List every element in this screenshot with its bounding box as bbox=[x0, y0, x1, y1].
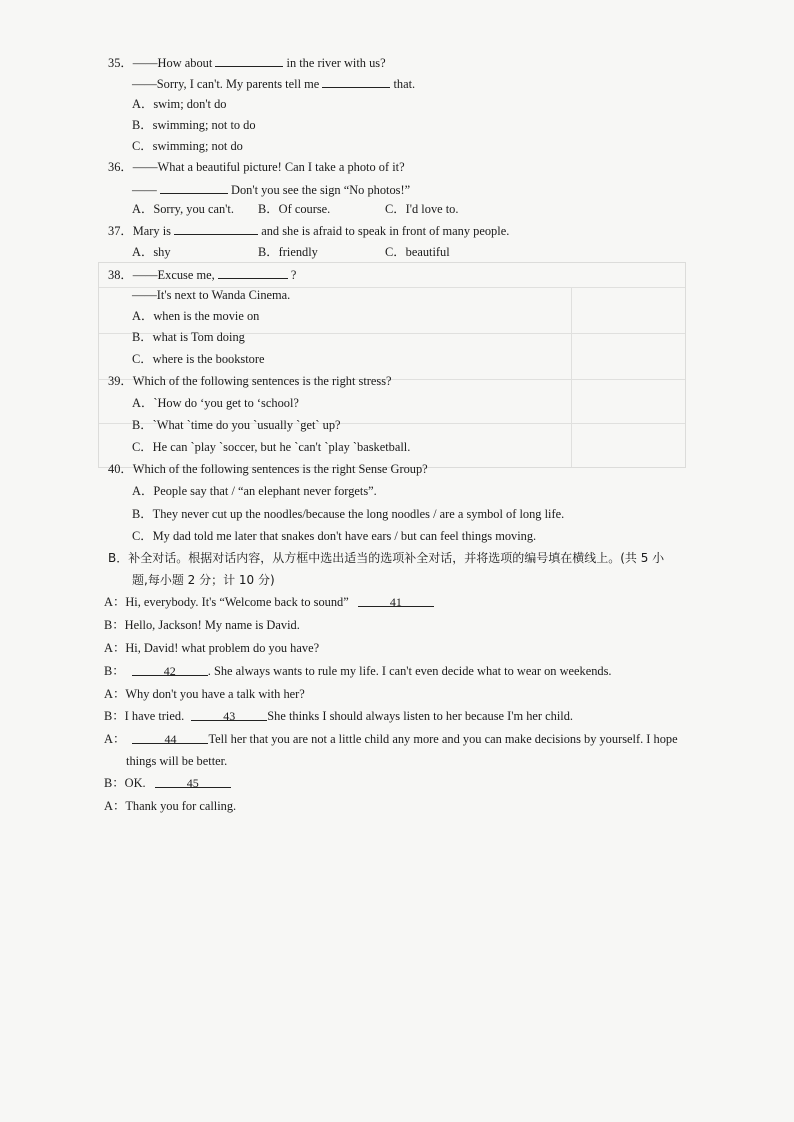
q36-reply: —— Don't you see the sign “No photos!” bbox=[132, 183, 411, 197]
q38-option-a[interactable]: A．when is the movie on bbox=[132, 309, 260, 323]
q36-option-b[interactable]: B．Of course. bbox=[258, 202, 331, 216]
q38-reply: ——It's next to Wanda Cinema. bbox=[132, 288, 291, 302]
q35-reply-blank[interactable] bbox=[322, 75, 390, 88]
q36-stem: 36．——What a beautiful picture! Can I take a photo of it? bbox=[108, 160, 405, 174]
dialogue-line: A：Thank you for calling. bbox=[104, 799, 237, 813]
dialogue-line: B：I have tried. 43 She thinks I should always listen to her because I'm her child. bbox=[104, 709, 574, 723]
q38-option-b[interactable]: B．what is Tom doing bbox=[132, 330, 245, 344]
q40-option-b[interactable]: B．They never cut up the noodles/because the long noodles / are a symbol of long life. bbox=[132, 507, 565, 521]
q37-blank[interactable] bbox=[174, 222, 258, 235]
q37-option-b[interactable]: B．friendly bbox=[258, 245, 318, 259]
q36-blank[interactable] bbox=[160, 181, 228, 194]
blank-42[interactable]: 42 bbox=[132, 663, 208, 676]
q37-option-a[interactable]: A．shy bbox=[132, 245, 171, 259]
q36-option-a[interactable]: A．Sorry, you can't. bbox=[132, 202, 234, 216]
q40-option-a[interactable]: A．People say that / “an elephant never forgets”. bbox=[132, 484, 377, 498]
dialogue-line: B： 42 . She always wants to rule my life. I can't even decide what to wear on weekends. bbox=[104, 664, 612, 678]
dialogue-line: things will be better. bbox=[126, 754, 228, 768]
blank-41[interactable]: 41 bbox=[358, 594, 434, 607]
dialogue-line: A：Hi, everybody. It's “Welcome back to sound” 41 bbox=[104, 594, 434, 610]
q35-option-c[interactable]: C．swimming; not do bbox=[132, 139, 243, 153]
q39-option-b[interactable]: B．`What `time do you `usually `get` up? bbox=[132, 418, 341, 432]
q38-option-c[interactable]: C．where is the bookstore bbox=[132, 352, 265, 366]
dialogue-line: A：Why don't you have a talk with her? bbox=[104, 687, 305, 701]
q35-option-a[interactable]: A．swim; don't do bbox=[132, 97, 227, 111]
q39-option-c[interactable]: C．He can `play `soccer, but he `can't `play `basketball. bbox=[132, 440, 411, 454]
section-b-instruction-1: B．补全对话。根据对话内容，从方框中选出适当的选项补全对话，并将选项的编号填在横线上。(共 5 小 bbox=[108, 551, 665, 565]
blank-45[interactable]: 45 bbox=[155, 775, 231, 788]
q36-option-c[interactable]: C．I'd love to. bbox=[385, 202, 459, 216]
q35-reply: ——Sorry, I can't. My parents tell me that. bbox=[132, 77, 416, 91]
q39-stem: 39．Which of the following sentences is the right stress? bbox=[108, 374, 392, 388]
blank-44[interactable]: 44 bbox=[132, 731, 208, 744]
q38-stem: 38．——Excuse me, ? bbox=[108, 268, 297, 282]
q37-option-c[interactable]: C．beautiful bbox=[385, 245, 450, 259]
blank-43[interactable]: 43 bbox=[191, 708, 267, 721]
q35-stem: 35．——How about in the river with us? bbox=[108, 56, 386, 70]
q35-blank[interactable] bbox=[215, 54, 283, 67]
q37-stem: 37．Mary is and she is afraid to speak in front of many people. bbox=[108, 224, 510, 238]
q39-option-a[interactable]: A．`How do ‘you get to ‘school? bbox=[132, 396, 299, 410]
q40-option-c[interactable]: C．My dad told me later that snakes don't have ears / but can feel things moving. bbox=[132, 529, 537, 543]
q35-option-b[interactable]: B．swimming; not to do bbox=[132, 118, 256, 132]
q40-stem: 40．Which of the following sentences is the right Sense Group? bbox=[108, 462, 428, 476]
dialogue-line: A： 44 Tell her that you are not a little child any more and you can make decisions by yourself. I hope bbox=[104, 732, 678, 746]
section-b-instruction-2: 题,每小题 2 分；计 10 分) bbox=[132, 573, 275, 587]
dialogue-line: B：OK. 45 bbox=[104, 775, 231, 791]
dialogue-line: B：Hello, Jackson! My name is David. bbox=[104, 618, 300, 632]
dialogue-line: A：Hi, David! what problem do you have? bbox=[104, 641, 320, 655]
q38-blank[interactable] bbox=[218, 266, 288, 279]
